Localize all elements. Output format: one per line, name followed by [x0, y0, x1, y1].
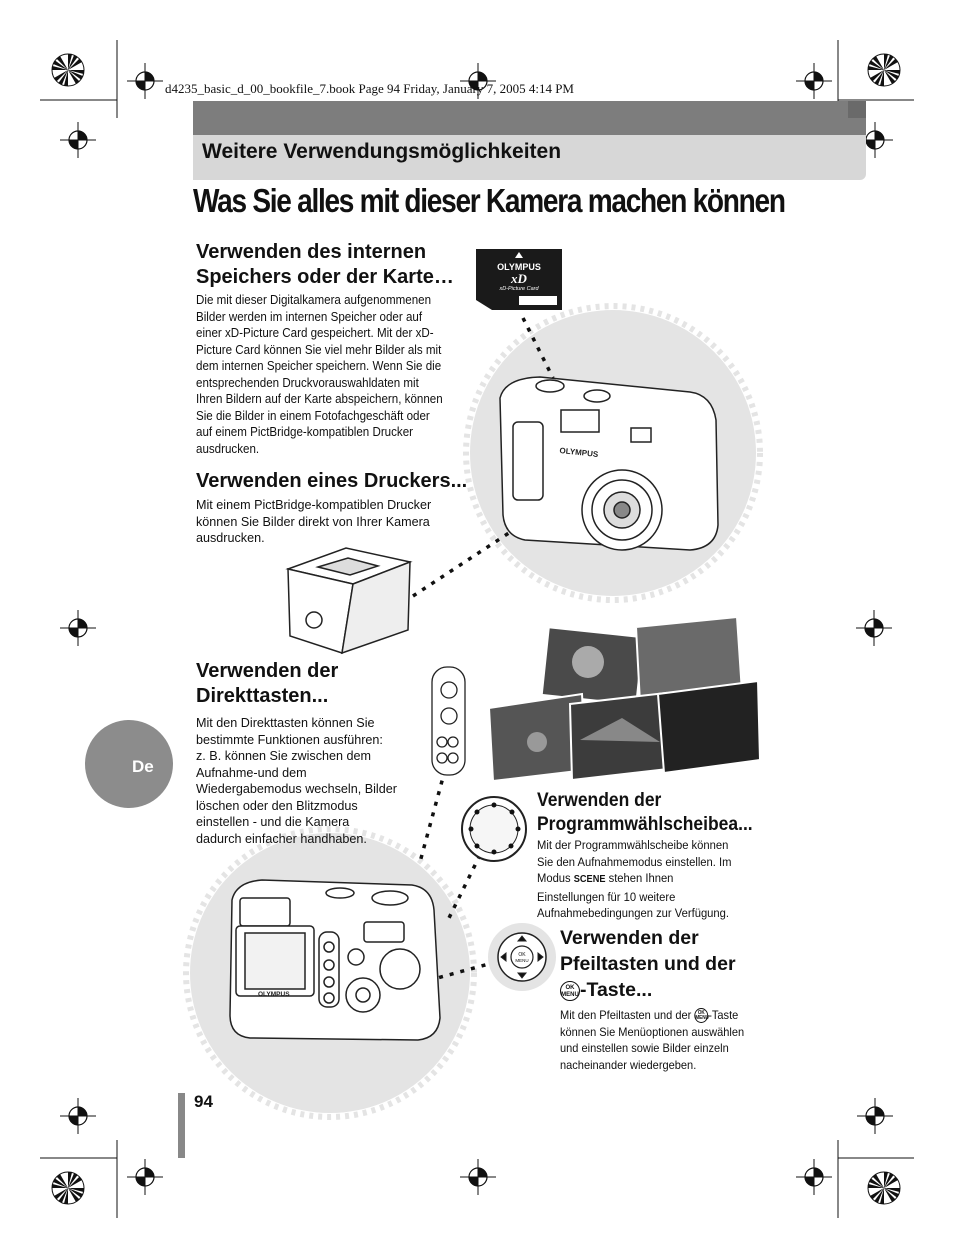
scene-mode-label: SCENE	[573, 874, 606, 885]
mode-dial-body: Mit der Programmwählscheibe können Sie den Aufnahmemodus einstellen. Im Modus SCENE stehen Ihnen Einstellungen für 10 weitere Aufnahmebedingungen zur Verfügung.	[537, 838, 732, 920]
arrow-keys-section	[560, 925, 770, 1073]
memory-heading: Verwenden des internen Speichers oder der Karte…	[196, 241, 454, 288]
card-brand: OLYMPUS	[497, 262, 541, 272]
language-tab	[85, 720, 173, 808]
printer-image	[288, 548, 410, 653]
memory-body: Die mit dieser Digitalkamera aufgenommenen Bilder werden im internen Speicher oder auf einer xD-Picture Card gespeichert. Mit der xD- Picture Card können Sie viel mehr Bilder als mit dem internen Speicher speichern. Wenn Sie die entsprechenden Druckvorauswahldaten mit Ihren Bildern auf der Karte abspeichern, können Sie die Bilder in einem Fotofachgeschäft oder auf einem PictBridge-kompatiblen Drucker ausdrucken.	[196, 293, 443, 456]
language-tab-label: De	[132, 757, 154, 776]
ok-menu-icon: OK MENU	[560, 981, 580, 1001]
printer-section	[196, 469, 486, 547]
direct-buttons-image	[432, 667, 465, 775]
camera-front-brand: OLYMPUS	[559, 446, 599, 460]
direct-buttons-heading: Verwenden der Direkttasten...	[196, 660, 339, 707]
photo-collage	[489, 617, 760, 781]
svg-text:MENU: MENU	[515, 958, 529, 963]
arrow-keys-body: Mit den Pfeiltasten und der OK MENU-Taste können Sie Menüoptionen auswählen und einstellen sowie Bilder einzeln nacheinander wiedergeben.	[560, 1008, 745, 1072]
svg-text:OK: OK	[518, 952, 526, 958]
printer-body: Mit einem PictBridge-kompatiblen Drucker können Sie Bilder direkt von Ihrer Kamera ausdrucken.	[196, 498, 432, 545]
arrow-keys-heading: Verwenden der Pfeiltasten und der OK MENU-Taste...	[560, 927, 736, 1001]
ok-menu-icon-small: OK MENU	[695, 1010, 709, 1022]
file-info-line: d4235_basic_d_00_bookfile_7.book Page 94 Friday, January 7, 2005 4:14 PM	[165, 81, 574, 96]
page-number: 94	[194, 1092, 213, 1111]
mode-dial-image	[462, 797, 526, 861]
card-type: xD-Picture Card	[499, 286, 539, 292]
page-number-bar	[178, 1093, 185, 1158]
mode-dial-section	[537, 789, 777, 922]
camera-back-brand: OLYMPUS	[258, 991, 290, 998]
camera-front-image	[500, 377, 718, 550]
card-logo: xD	[511, 271, 527, 286]
mode-dial-heading: Verwenden der Programmwählscheibea...	[537, 790, 753, 835]
memory-section	[196, 240, 486, 457]
printer-heading: Verwenden eines Druckers...	[196, 470, 468, 492]
section-title: Weitere Verwendungsmöglichkeiten	[202, 140, 562, 163]
arrow-pad-image	[488, 923, 556, 991]
direct-buttons-body: Mit den Direkttasten können Sie bestimmte Funktionen ausführen: z. B. können Sie zwischen dem Aufnahme-und dem Wiedergabemodus wechseln, Bilder löschen oder den Blitzmodus einstellen - und die Kamera dadurch einfacher handhaben.	[196, 716, 397, 846]
camera-back-image	[230, 880, 440, 1040]
page-title: Was Sie alles mit dieser Kamera machen können	[193, 182, 785, 219]
direct-buttons-section	[196, 659, 426, 847]
